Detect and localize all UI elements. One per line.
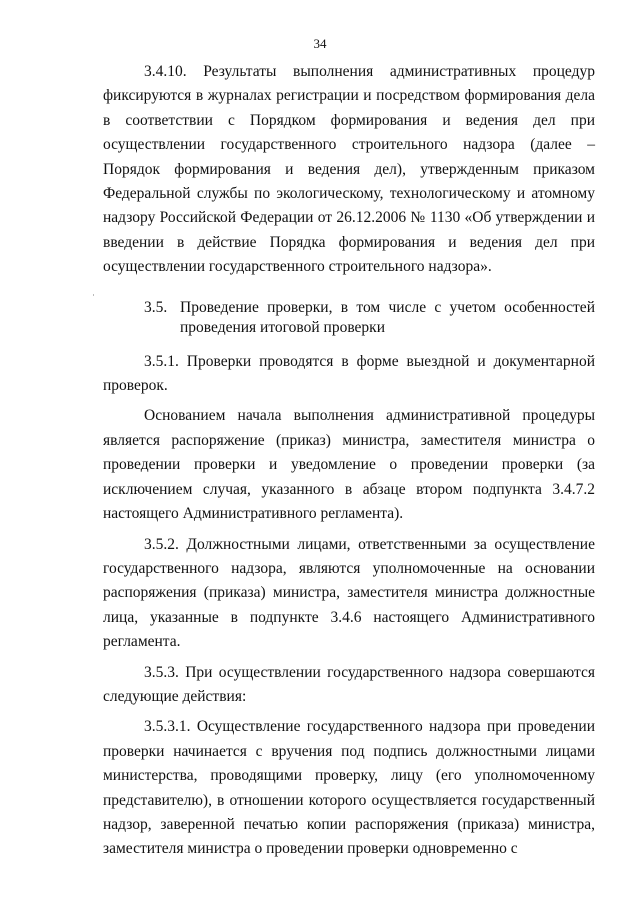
section-title: Проведение проверки, в том числе с учетом особенностей проведения итоговой проверки [180, 298, 595, 336]
paragraph-3-5-2: 3.5.2. Должностными лицами, ответственными за осуществление государственного надзора, являются уполномоченные на основании распоряжения (приказа) министра, заместителя министра должностные лица, указанные в подпункте 3.4.6 настоящего Административного регламента. [103, 535, 595, 651]
paragraph-grounds: Основанием начала выполнения административной процедуры является распоряжение (приказ) министра, заместителя министра о проведении проверки и уведомление о проведении проверки (за исключением случая, указанного в абзаце втором подпункта 3.4.7.2 настоящего Административного регламента). [103, 407, 595, 523]
section-heading [103, 298, 595, 338]
paragraph-3-5-3: 3.5.3. При осуществлении государственного надзора совершаются следующие действия: [103, 663, 595, 705]
section-number: 3.5. [144, 298, 168, 316]
paragraph-3-5-1: 3.5.1. Проверки проводятся в форме выездной и документарной проверок. [103, 352, 595, 395]
document-body [103, 60, 595, 862]
paragraph-3-4-10: 3.4.10. Результаты выполнения административных процедур фиксируются в журналах регистрации и посредством формирования дела в соответствии с Порядком формирования и ведения дел при осуществлении государственного строительного надзора (далее – Порядок формирования и ведения дел), утвержденным приказом Федеральной службы по экологическому, технологическому и атомному надзору Российской Федерации от 26.12.2006 № 1130 «Об утверждении и введении в действие Порядка формирования и ведения дел при осуществлении государственного строительного надзора». [103, 63, 595, 276]
paragraph-3-5-3-1: 3.5.3.1. Осуществление государственного надзора при проведении проверки начинается с вручения под подпись должностными лицами министерства, проводящими проверку, лицу (его уполномоченному представителю), в отношении которого осуществляется государственный надзор, заверенной печатью копии распоряжения (приказа) министра, заместителя министра о проведении проверки одновременно с [103, 718, 595, 858]
scan-mark [93, 294, 94, 296]
page-number: 34 [313, 36, 327, 51]
